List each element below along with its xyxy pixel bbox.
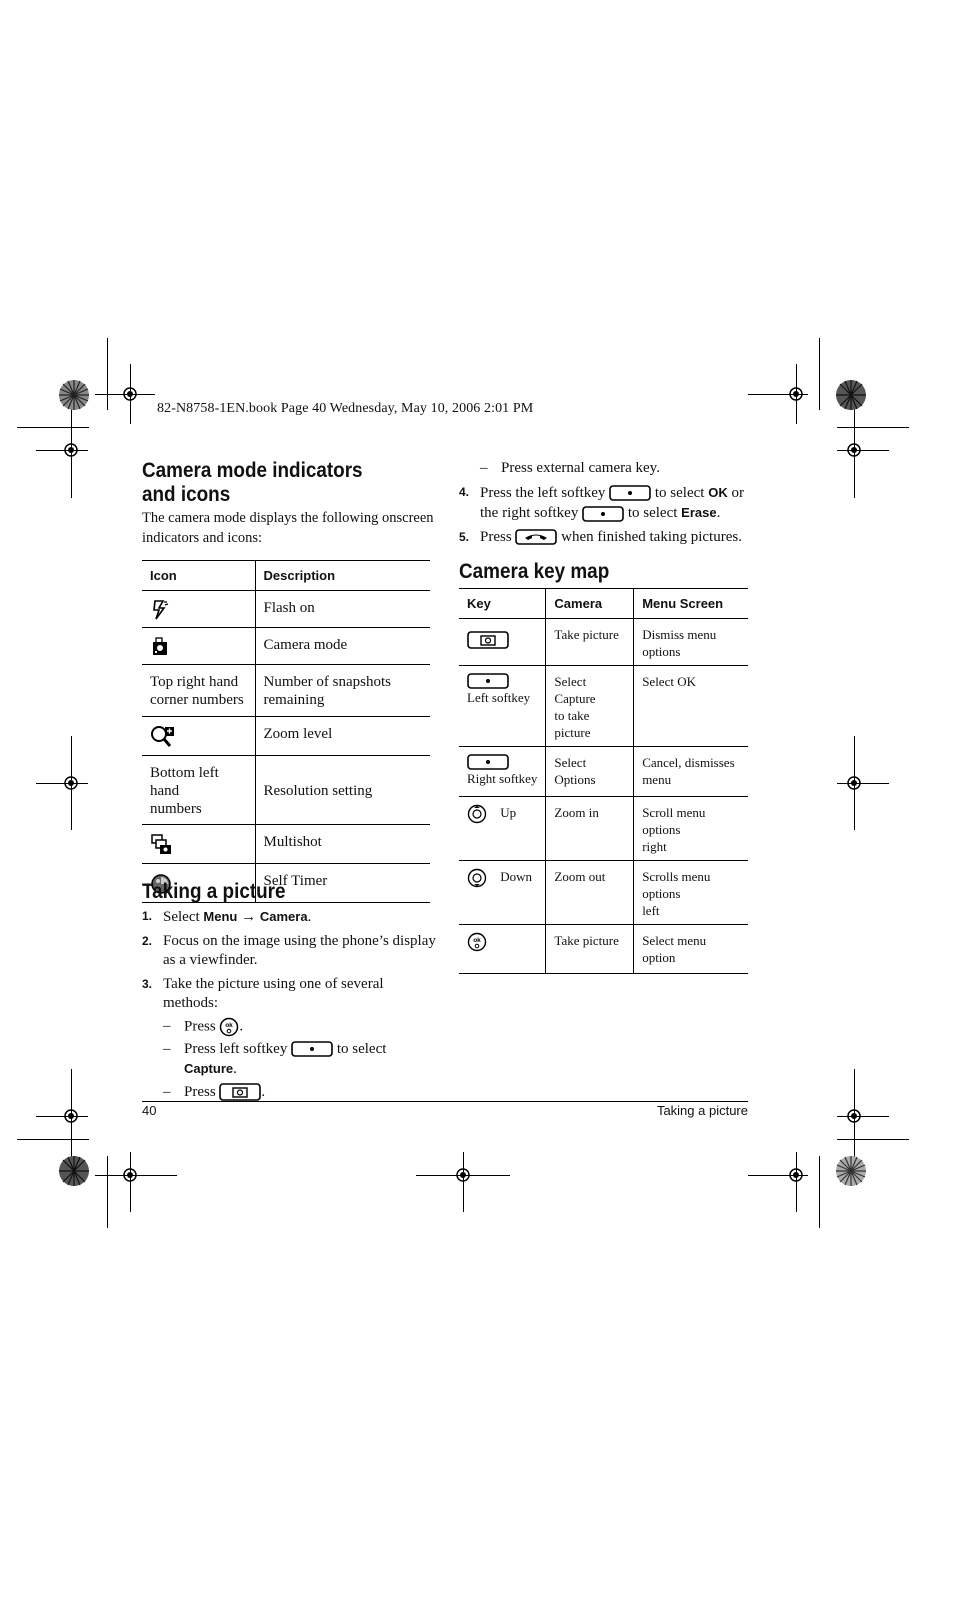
registration-rosette-icon: [835, 379, 867, 411]
camera-action: to take picture: [554, 708, 591, 740]
camera-action: Zoom out: [546, 861, 634, 925]
flash-icon: [150, 599, 170, 621]
table-row: [142, 628, 430, 665]
camera-key-icon: [219, 1083, 261, 1101]
header-description: Description: [255, 561, 430, 591]
ok-label: OK: [708, 484, 728, 500]
indicators-title: [142, 459, 363, 507]
key-label: Up: [500, 805, 517, 820]
camera-action: Take picture: [546, 925, 634, 974]
row-desc: Number of snapshots: [263, 674, 391, 690]
menu-action: Select menu option: [634, 925, 748, 974]
erase-label: Erase: [681, 505, 717, 520]
header-key: Key: [459, 589, 546, 619]
taking-steps: [142, 907, 442, 1106]
keymap-table: [459, 588, 748, 974]
list-item: 4. Press the left softkey to select OK or the right softkey to select Erase.: [459, 484, 744, 521]
indicators-intro: [142, 509, 442, 548]
list-item: 2. Focus on the image using the phone’s display as a viewfinder.: [142, 932, 436, 968]
table-row: [459, 797, 748, 861]
menu-action: Cancel, dismisses: [642, 755, 735, 770]
row-desc: Zoom level: [255, 717, 430, 756]
row-desc: Multishot: [255, 825, 430, 864]
row-label: corner numbers: [150, 692, 244, 708]
table-row: [459, 666, 748, 747]
sub-item: – Press external camera key.: [480, 460, 660, 476]
table-row: [142, 717, 430, 756]
header-camera: Camera: [546, 589, 634, 619]
nav-up-icon: [467, 804, 487, 824]
ok-key-icon: [467, 932, 487, 952]
camera-action: Select Options: [546, 747, 634, 797]
sub-item: – Press .: [163, 1083, 266, 1100]
keymap-title: Camera key map: [459, 560, 610, 583]
menu-action: right: [642, 839, 667, 854]
sub-item: – Press ok .: [163, 1017, 442, 1037]
nav-down-icon: [467, 868, 487, 888]
registration-rosette-icon: [58, 1155, 90, 1187]
multishot-icon: [150, 833, 174, 857]
menu-action: Select OK: [634, 666, 748, 747]
capture-label: Capture: [184, 1061, 234, 1076]
key-label: Down: [500, 869, 533, 884]
row-desc: Resolution setting: [255, 756, 430, 825]
indicators-title-line1: Camera mode indicators: [142, 459, 363, 482]
list-item: 3. Take the picture using one of several methods: – Press ok . – Press left softkey to select Capture. – Press .: [142, 975, 442, 1103]
indicators-table: [142, 560, 430, 903]
menu-action: menu: [642, 772, 672, 787]
svg-text:ok: ok: [473, 937, 481, 944]
table-row: [142, 756, 430, 825]
registration-rosette-icon: [835, 1155, 867, 1187]
book-info: 82-N8758-1EN.book Page 40 Wednesday, May 10, 2006 2:01 PM: [157, 401, 534, 416]
camera-action: Zoom in: [546, 797, 634, 861]
menu-action: left: [642, 903, 660, 918]
camera-label: Camera: [259, 909, 308, 924]
row-desc: Camera mode: [255, 628, 430, 665]
taking-title: Taking a picture: [142, 880, 286, 903]
taking-steps-continued: [459, 459, 759, 551]
menu-action: Scroll menu options: [642, 805, 706, 837]
header-menu-screen: Menu Screen: [634, 589, 748, 619]
softkey-icon: [291, 1041, 333, 1057]
table-row: [142, 825, 430, 864]
row-desc: Self Timer: [255, 864, 430, 903]
table-row: [142, 665, 430, 717]
camera-key-icon: [467, 630, 509, 650]
list-item: 1. Select Menu → Camera.: [142, 909, 312, 925]
svg-text:ok: ok: [225, 1021, 234, 1029]
table-row: [459, 861, 748, 925]
camera-mode-icon: [150, 636, 170, 658]
indicators-title-line2: and icons: [142, 483, 231, 506]
menu-action: Scrolls menu options: [642, 869, 711, 901]
row-label: numbers: [150, 801, 202, 817]
list-item: 5. Press when finished taking pictures.: [459, 528, 742, 545]
row-desc: remaining: [263, 692, 325, 708]
zoom-icon: [150, 725, 176, 749]
footer-rule: [142, 1101, 748, 1102]
row-label: Top right hand: [150, 674, 239, 690]
softkey-icon: [467, 673, 509, 689]
page-number: 40: [142, 1103, 157, 1118]
camera-action: Select Capture: [554, 674, 596, 706]
ok-key-icon: [219, 1017, 239, 1037]
registration-rosette-icon: [58, 379, 90, 411]
header-icon: Icon: [142, 561, 255, 591]
table-row: [142, 591, 430, 628]
menu-label: Menu: [203, 909, 238, 924]
row-label: Bottom left hand: [150, 765, 219, 799]
key-label: Right softkey: [467, 771, 538, 786]
softkey-icon: [582, 506, 624, 522]
table-row: [459, 925, 748, 974]
key-label: Left softkey: [467, 690, 531, 705]
table-row: [459, 747, 748, 797]
indicators-intro-line1: The camera mode displays the following onscreen: [142, 510, 434, 526]
row-desc: Flash on: [255, 591, 430, 628]
softkey-icon: [609, 485, 651, 501]
indicators-intro-line2: indicators and icons:: [142, 529, 263, 546]
footer-section-title: Taking a picture: [656, 1103, 748, 1118]
camera-action: Take picture: [546, 619, 634, 666]
sub-item: – Press left softkey to select Capture.: [163, 1040, 387, 1077]
table-row: [459, 619, 748, 666]
menu-action: Dismiss menu options: [634, 619, 748, 666]
end-key-icon: [515, 529, 557, 545]
softkey-icon: [467, 754, 509, 770]
